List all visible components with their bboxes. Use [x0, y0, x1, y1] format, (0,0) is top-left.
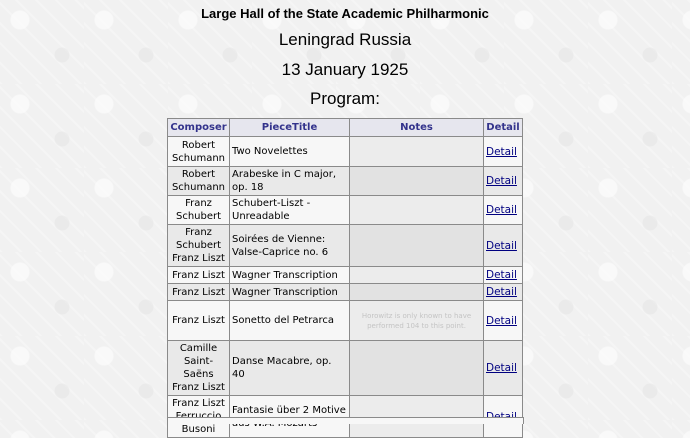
composer-name-line: Saint-Saëns [183, 356, 214, 380]
piece-title-cell: Arabeske in C major, op. 18 [230, 167, 350, 196]
detail-cell [484, 167, 523, 196]
detail-link[interactable]: Detail [486, 314, 517, 327]
composer-name-line: Busoni [181, 424, 216, 435]
composer-cell [168, 137, 230, 167]
composer-cell [168, 341, 230, 396]
column-header-composer: Composer [168, 119, 230, 137]
detail-cell [484, 284, 523, 301]
composer-name-line: Franz Liszt [172, 315, 225, 326]
composer-name-line: Franz Liszt [172, 269, 225, 281]
composer-name-line: Camille [179, 343, 218, 354]
piece-title-cell: Danse Macabre, op. 40 [230, 341, 350, 396]
composer-name-line: Robert [181, 169, 216, 180]
notes-cell [350, 284, 484, 301]
piece-title-cell: Soirées de Vienne: Valse-Caprice no. 6 [230, 225, 350, 267]
piece-title-cell: Sonetto del Petrarca [230, 301, 350, 341]
composer-name-line: Franz Liszt [172, 382, 225, 393]
detail-link[interactable]: Detail [486, 175, 517, 187]
composer-name-line: Franz Liszt [172, 398, 225, 409]
detail-cell [484, 341, 523, 396]
detail-link[interactable]: Detail [486, 269, 517, 281]
detail-cell [484, 225, 523, 267]
composer-name-line: Franz Liszt [172, 286, 225, 298]
column-header-notes: Notes [350, 119, 484, 137]
venue-title: Large Hall of the State Academic Philharmonic [201, 6, 489, 21]
program-row [168, 301, 523, 341]
detail-cell [484, 267, 523, 284]
program-table-body [168, 137, 523, 438]
column-header-piece-title: PieceTitle [230, 119, 350, 137]
detail-link[interactable]: Detail [486, 204, 517, 216]
notes-cell [350, 167, 484, 196]
composer-name-line: Robert [181, 139, 216, 151]
notes-cell [350, 137, 484, 167]
piece-title-cell: Two Novelettes [230, 137, 350, 167]
composer-name-line: Schumann [171, 152, 226, 164]
notes-cell: Horowitz is only known to have performed 104 to this point. [350, 301, 484, 341]
table-footer-strip [167, 417, 524, 424]
piece-title-cell: Fantasie über 2 Motive [230, 396, 350, 438]
detail-link[interactable]: Detail [486, 239, 517, 252]
program-row [168, 137, 523, 167]
detail-link[interactable]: Detail [486, 362, 517, 374]
piece-title-cell: Schubert-Liszt - Unreadable [230, 196, 350, 225]
composer-cell [168, 167, 230, 196]
program-row [168, 341, 523, 396]
program-row [168, 225, 523, 267]
composer-name-line: Schubert [175, 211, 222, 222]
piece-title-cell: Wagner Transcription [230, 267, 350, 284]
composer-name-line: Franz [185, 227, 212, 238]
program-table-header [168, 119, 523, 137]
detail-cell [484, 301, 523, 341]
column-header-detail: Detail [484, 119, 523, 137]
detail-cell [484, 196, 523, 225]
detail-link[interactable]: Detail [486, 286, 517, 298]
composer-name-line: Schubert [175, 240, 222, 251]
notes-cell [350, 267, 484, 284]
notes-cell [350, 225, 484, 267]
composer-cell [168, 196, 230, 225]
composer-name-line: Franz [185, 198, 212, 209]
detail-cell [484, 137, 523, 167]
city-title: Leningrad Russia [278, 30, 412, 49]
composer-name-line: Franz Liszt [172, 253, 225, 264]
program-label: Program: [310, 89, 380, 108]
program-row [168, 167, 523, 196]
program-row [168, 196, 523, 225]
composer-name-line: Schumann [171, 182, 226, 193]
program-row [168, 267, 523, 284]
piece-title-cell: Wagner Transcription [230, 284, 350, 301]
notes-cell [350, 341, 484, 396]
composer-cell [168, 284, 230, 301]
program-table [167, 118, 523, 438]
composer-cell [168, 225, 230, 267]
notes-cell [350, 196, 484, 225]
concert-date: 13 January 1925 [281, 60, 409, 79]
composer-cell [168, 301, 230, 341]
program-row [168, 284, 523, 301]
detail-link[interactable]: Detail [486, 145, 517, 158]
composer-cell [168, 267, 230, 284]
